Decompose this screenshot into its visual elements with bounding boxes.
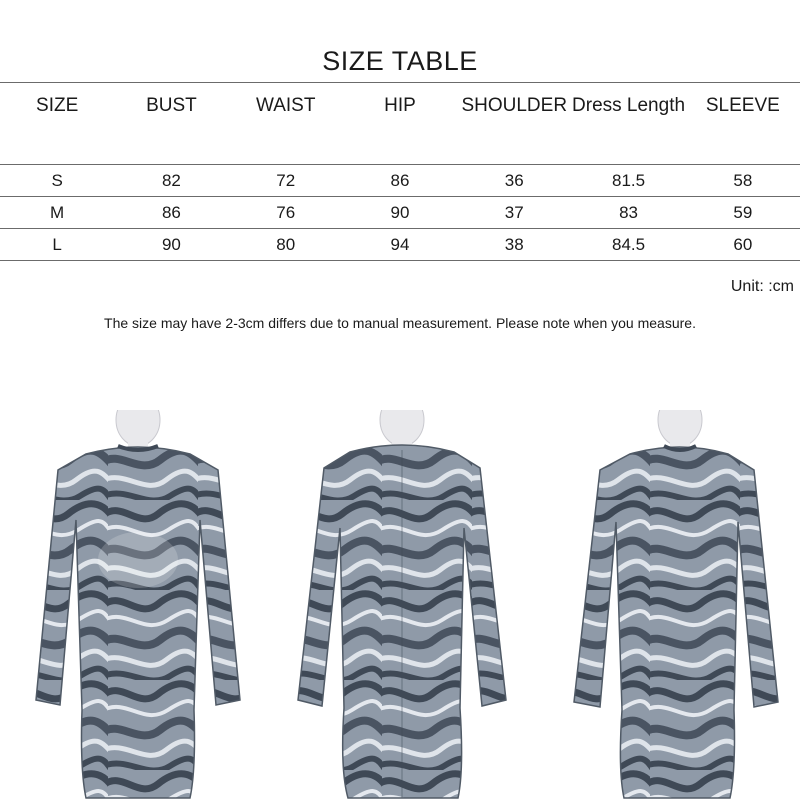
cell-hip: 94 — [343, 229, 457, 261]
table-row — [0, 229, 800, 261]
cell-hip: 86 — [343, 165, 457, 197]
table-spacer — [0, 130, 800, 165]
table-header-row — [0, 83, 800, 130]
cell-size: L — [0, 229, 114, 261]
cell-hip: 90 — [343, 197, 457, 229]
cell-sleeve: 58 — [686, 165, 800, 197]
header-dress-length: Dress Length — [571, 83, 685, 130]
dress-back-photo — [292, 410, 512, 800]
header-shoulder: SHOULDER — [457, 83, 571, 130]
cell-sleeve: 59 — [686, 197, 800, 229]
cell-bust: 90 — [114, 229, 228, 261]
header-hip: HIP — [343, 83, 457, 130]
size-table — [0, 82, 800, 261]
header-size: SIZE — [0, 83, 114, 130]
cell-waist: 72 — [229, 165, 343, 197]
measurement-note: The size may have 2-3cm differs due to manual measurement. Please note when you measure. — [104, 315, 696, 331]
cell-dress-length: 83 — [571, 197, 685, 229]
dress-front-photo — [18, 410, 258, 800]
cell-shoulder: 37 — [457, 197, 571, 229]
header-waist: WAIST — [229, 83, 343, 130]
dress-side-photo — [560, 410, 790, 800]
cell-dress-length: 81.5 — [571, 165, 685, 197]
cell-bust: 82 — [114, 165, 228, 197]
cell-bust: 86 — [114, 197, 228, 229]
header-bust: BUST — [114, 83, 228, 130]
unit-label: Unit: :cm — [730, 278, 794, 295]
cell-size: S — [0, 165, 114, 197]
cell-sleeve: 60 — [686, 229, 800, 261]
cell-shoulder: 38 — [457, 229, 571, 261]
cell-dress-length: 84.5 — [571, 229, 685, 261]
cell-waist: 80 — [229, 229, 343, 261]
cell-size: M — [0, 197, 114, 229]
cell-shoulder: 36 — [457, 165, 571, 197]
product-photos — [0, 410, 800, 800]
header-sleeve: SLEEVE — [686, 83, 800, 130]
page-title: SIZE TABLE — [322, 46, 478, 76]
table-row — [0, 197, 800, 229]
table-row — [0, 165, 800, 197]
cell-waist: 76 — [229, 197, 343, 229]
